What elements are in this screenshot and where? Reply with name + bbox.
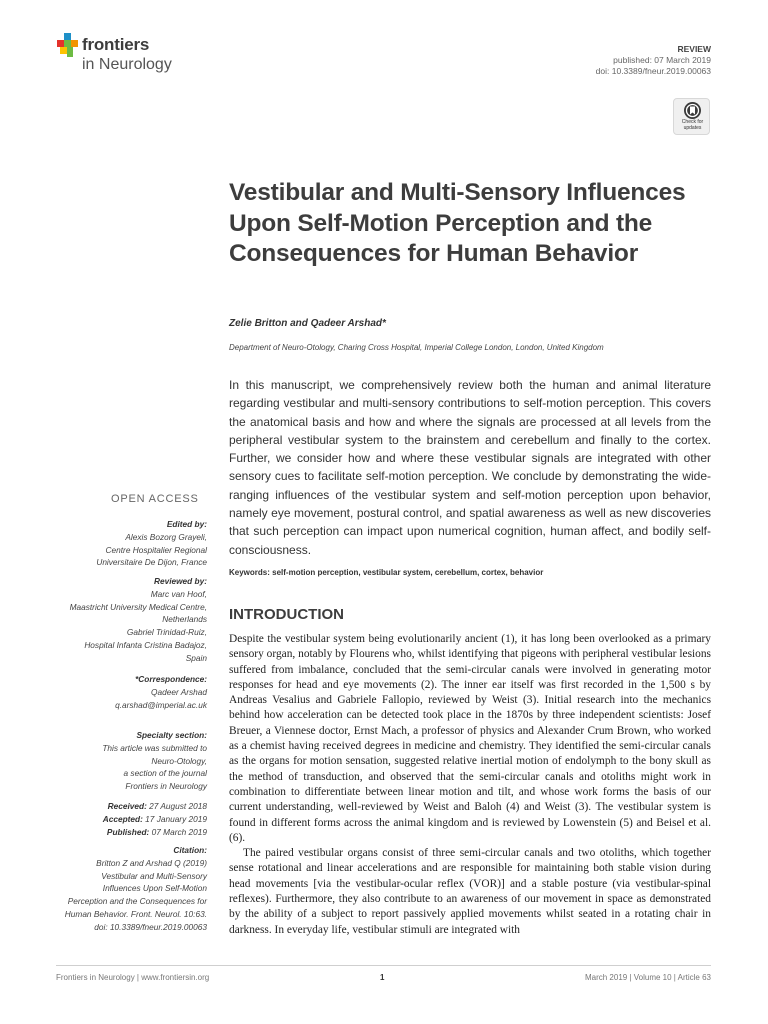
reviewer-line: Spain <box>185 652 207 663</box>
edited-by-block <box>37 518 207 569</box>
logo-wordmark: frontiers <box>82 35 150 54</box>
correspondence-block <box>37 673 207 711</box>
logo-journal-name: in Neurology <box>82 56 172 73</box>
keywords-list: self-motion perception, vestibular system, cerebellum, cortex, behavior <box>272 568 544 577</box>
published-sidebar-date: Published: 07 March 2019 <box>106 826 207 837</box>
reviewer-line: Gabriel Trinidad-Ruiz, <box>126 627 207 638</box>
citation-line: Britton Z and Arshad Q (2019) <box>96 857 207 868</box>
correspondence-label: *Correspondence: <box>135 674 207 684</box>
reviewed-by-block <box>37 575 207 665</box>
frontiers-logo-icon <box>56 33 80 59</box>
article-type: REVIEW <box>677 44 711 54</box>
correspondence-name: Qadeer Arshad <box>151 686 207 697</box>
abstract: In this manuscript, we comprehensively review both the human and animal literature regarding vestibular and multi-sensory contributions to self-motion perception. This covers the anatomical basis and how and where the signals are processed at all levels from the peripheral vestibular system to the brainstem and cerebellum and finally to the cortex. Further, we consider how and where these vestibular signals are integrated with other sensory cues to facilitate self-motion perception. We conclude by demonstrating the wide-ranging influences of the vestibular system and self-motion perception upon behavior, namely eye movement, postural control, and spatial awareness as well as new discoveries that such perception can impact upon numerical cognition, human affect, and bodily self-consciousness. <box>229 378 711 557</box>
citation-label: Citation: <box>173 845 207 855</box>
paragraph: Despite the vestibular system being evolutionarily ancient (1), it has long been overlooked as a primary sensory organ, notably by Flourens who, whilst identifying that pigeons with peripheral vestibular lesions suffered from imbalance, concluded that the semi-circular canals were involved in generating motor responses for head and eye movements (2). The inner ear itself was first recorded in the 1,500 s by Andreas Vesalius and Gabriele Fallopio, reviewed by Weist (3). Initial research into the mechanics behind how acceleration can be detected took place in the 1870s by three independent scientists: Josef Breuer, a Viennese doctor, Ernst Mach, a professor of physics and Alexander Crum Brown, who worked as a chemist having received degrees in medicine and chemistry. They identified the semi-circular canals as the organs for motion sensation, suggested relative inertial motion of endolymph to the bony skull as the method of transduction, and observed that the semi-circular canals and otoliths might work in combination to differentiate between linear motion and tilt, and whose work forms the basis of our current understanding, well-reviewed by Weist and Baloh (4) and Weist (3). The vestibular system is found in different forms across the animal kingdom and is reviewed by Lowenstein (5) and Beisel et al. (6). <box>229 633 711 844</box>
editor-line: Alexis Bozorg Grayeli, <box>125 531 207 542</box>
footer-issue-info: March 2019 | Volume 10 | Article 63 <box>584 973 711 982</box>
reviewer-line: Hospital Infanta Cristina Badajoz, <box>84 639 207 650</box>
citation-line: Vestibular and Multi-Sensory <box>101 870 207 881</box>
open-access-label: OPEN ACCESS <box>111 493 199 505</box>
correspondence-email[interactable]: q.arshad@imperial.ac.uk <box>115 699 207 710</box>
check-for-updates-badge[interactable] <box>673 98 710 135</box>
specialty-label: Specialty section: <box>136 730 207 740</box>
edited-by-label: Edited by: <box>166 519 207 529</box>
reviewer-line: Marc van Hoof, <box>150 588 207 599</box>
specialty-line: Neuro-Otology, <box>151 755 207 766</box>
section-heading: INTRODUCTION <box>229 606 344 623</box>
citation-block <box>37 844 207 934</box>
dates-block <box>37 800 207 838</box>
page-number: 1 <box>380 973 385 982</box>
article-title: Vestibular and Multi-Sensory Influences Upon Self-Motion Perception and the Consequences for Human Behavior <box>229 179 686 267</box>
footer-divider <box>56 965 711 966</box>
citation-line: Perception and the Consequences for <box>67 896 207 907</box>
footer-journal-link[interactable]: Frontiers in Neurology | www.frontiersin.org <box>56 973 210 982</box>
keywords <box>229 568 543 577</box>
article-meta-header <box>596 44 711 77</box>
citation-line: Influences Upon Self-Motion <box>102 883 207 894</box>
paragraph: The paired vestibular organs consist of three semi-circular canals and two otoliths, which together sense rotational and linear accelerations and are responsible for maintaining both stable vision during head movements [via the vestibular-ocular reflex (VOR)] and a stable posture (via vestibular-spinal reflexes). Furthermore, they also contribute to an awareness of our movement in space as demonstrated by the ability of a subject to report passively applied movements whilst seated in a rotating chair in darkness. In everyday life, vestibular stimuli are integrated with <box>229 847 711 936</box>
badge-label: Check for updates <box>681 119 704 131</box>
published-date: published: 07 March 2019 <box>613 55 711 65</box>
journal-logo <box>56 33 216 83</box>
editor-line: Centre Hospitalier Regional <box>105 544 207 555</box>
editor-line: Universitaire De Dijon, France <box>96 557 207 568</box>
received-date: Received: 27 August 2018 <box>107 801 207 811</box>
keywords-label: Keywords: <box>229 568 270 577</box>
reviewer-line: Netherlands <box>162 614 207 625</box>
bookmark-icon <box>684 102 701 119</box>
citation-line: Human Behavior. Front. Neurol. 10:63. <box>64 908 207 919</box>
citation-doi[interactable]: doi: 10.3389/fneur.2019.00063 <box>94 921 207 932</box>
author-list: Zelie Britton and Qadeer Arshad* <box>229 318 386 329</box>
specialty-block <box>37 729 207 793</box>
reviewer-line: Maastricht University Medical Centre, <box>69 601 207 612</box>
body-text <box>229 632 711 938</box>
reviewed-by-label: Reviewed by: <box>153 576 207 586</box>
specialty-line: Frontiers in Neurology <box>125 781 207 792</box>
doi-link[interactable]: doi: 10.3389/fneur.2019.00063 <box>595 66 711 76</box>
specialty-line: This article was submitted to <box>102 742 207 753</box>
accepted-date: Accepted: 17 January 2019 <box>102 813 207 824</box>
specialty-line: a section of the journal <box>123 768 207 779</box>
affiliation: Department of Neuro-Otology, Charing Cross Hospital, Imperial College London, London, United Kingdom <box>229 343 604 352</box>
